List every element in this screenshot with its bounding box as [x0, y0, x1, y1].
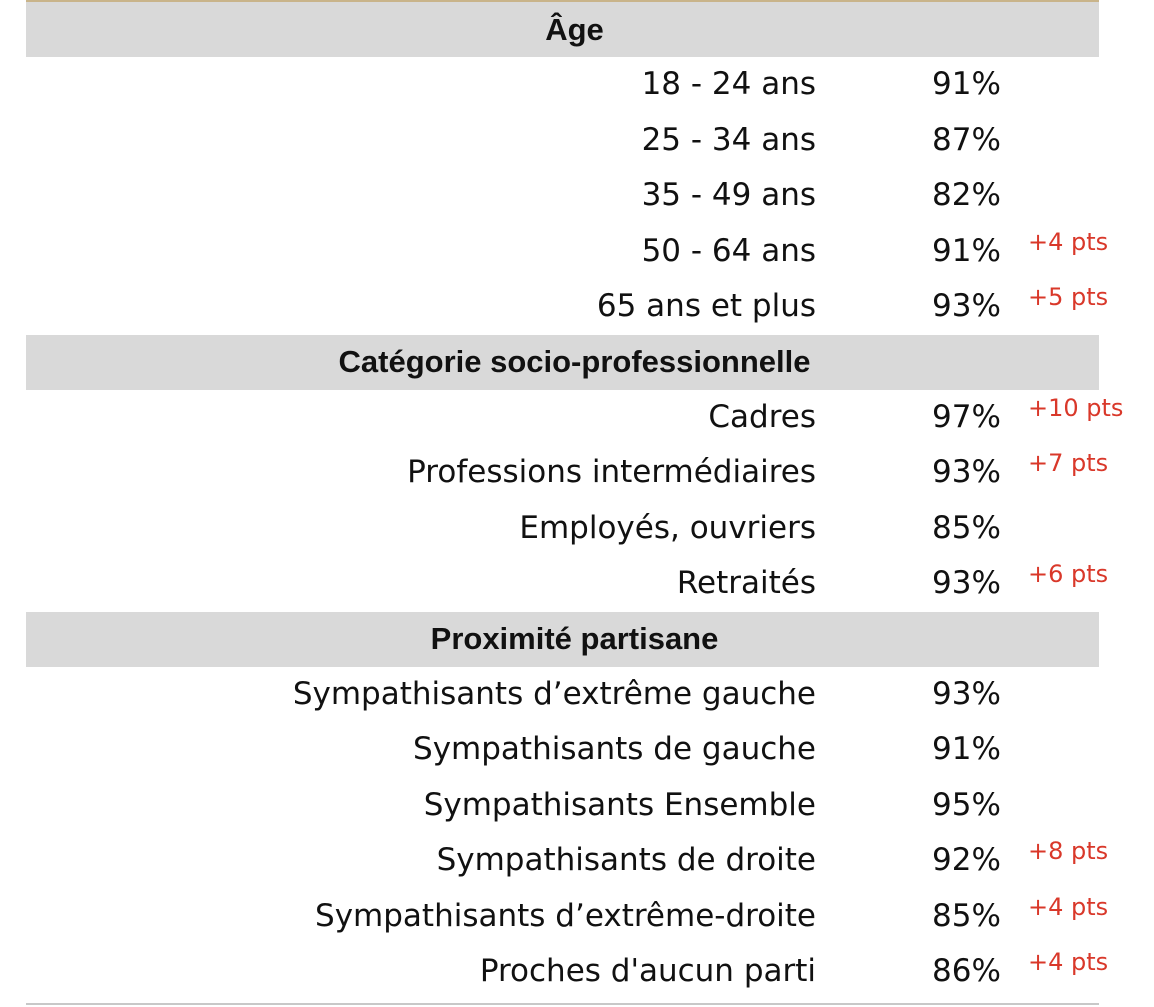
table-row [26, 390, 1124, 446]
row-value: 85% [932, 509, 1001, 546]
row-label: Retraités [676, 565, 816, 601]
table-row [26, 556, 1109, 612]
section-title: Catégorie socio-professionnelle [338, 344, 811, 379]
row-label: Proches d'aucun parti [479, 953, 816, 989]
row-value: 95% [932, 786, 1001, 823]
row-value: 97% [932, 398, 1001, 435]
row-delta: +4 pts [1028, 892, 1109, 921]
table-row [26, 113, 1099, 169]
row-delta: +5 pts [1028, 283, 1109, 311]
table-row [26, 57, 1099, 113]
row-value: 91% [932, 731, 1001, 767]
row-value: 82% [932, 177, 1001, 213]
row-delta: +8 pts [1028, 837, 1109, 865]
table-row [26, 501, 1099, 557]
row-label: 50 - 64 ans [641, 232, 816, 269]
section-title: Âge [545, 11, 604, 47]
table-row [26, 889, 1109, 945]
row-delta: +7 pts [1028, 449, 1109, 477]
row-label: 25 - 34 ans [641, 121, 816, 158]
row-value: 93% [932, 675, 1001, 712]
row-label: Sympathisants de gauche [413, 731, 816, 767]
results-table [26, 2, 1124, 1000]
row-value: 93% [932, 565, 1001, 601]
table-row [26, 778, 1099, 834]
bottom-rule [26, 1003, 1099, 1005]
row-label: 65 ans et plus [596, 288, 816, 324]
row-label: Sympathisants d’extrême-droite [315, 897, 816, 934]
row-value: 93% [932, 288, 1001, 324]
row-value: 93% [932, 454, 1001, 490]
row-delta: +6 pts [1028, 560, 1109, 588]
row-label: Sympathisants de droite [436, 842, 816, 878]
row-value: 86% [932, 953, 1001, 989]
row-label: Sympathisants Ensemble [423, 786, 816, 823]
table-row [26, 168, 1099, 224]
row-value: 91% [932, 232, 1001, 269]
row-label: 35 - 49 ans [641, 177, 816, 213]
table-row [26, 224, 1109, 280]
row-delta: +4 pts [1028, 227, 1109, 256]
section-header [26, 2, 1099, 57]
table-row [26, 833, 1109, 889]
row-delta: +10 pts [1028, 393, 1124, 422]
row-label: 18 - 24 ans [641, 66, 816, 102]
row-value: 91% [932, 66, 1001, 102]
section-title: Proximité partisane [430, 621, 719, 656]
table-row [26, 722, 1099, 778]
row-delta: +4 pts [1028, 948, 1109, 976]
table-row [26, 279, 1109, 335]
row-value: 85% [932, 897, 1001, 934]
row-label: Professions intermédiaires [407, 454, 816, 490]
row-label: Sympathisants d’extrême gauche [292, 675, 816, 712]
table-row [26, 445, 1109, 501]
section-header [26, 335, 1099, 390]
table-row [26, 667, 1099, 723]
row-label: Cadres [708, 398, 816, 435]
section-header [26, 612, 1099, 667]
table-row [26, 944, 1109, 1000]
row-value: 87% [932, 121, 1001, 158]
row-value: 92% [932, 842, 1001, 878]
row-label: Employés, ouvriers [519, 509, 816, 546]
